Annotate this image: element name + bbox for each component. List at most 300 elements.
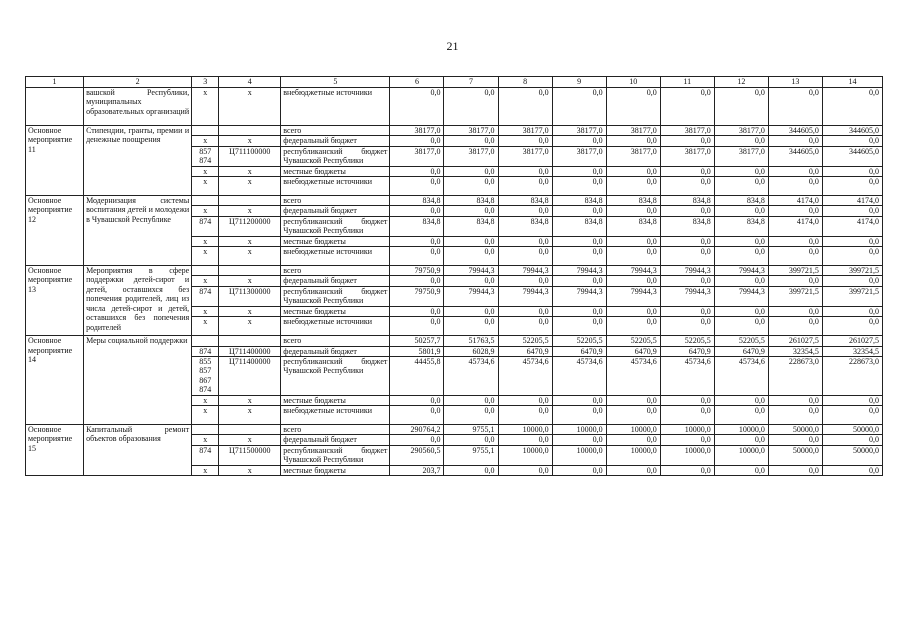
kbk-cell: Ц711200000 (219, 216, 281, 236)
description-cell: Меры социальной поддержки (84, 336, 192, 425)
value-cell: 0,0 (606, 435, 660, 445)
value-cell: 0,0 (768, 88, 822, 126)
table-row (26, 196, 883, 206)
value-cell: 79944,3 (498, 286, 552, 306)
value-cell: 834,8 (606, 216, 660, 236)
kbk-cell (219, 126, 281, 136)
value-cell: 0,0 (606, 177, 660, 196)
code-cell: х (192, 177, 219, 196)
code-cell: х (192, 395, 219, 405)
value-cell: 0,0 (606, 136, 660, 146)
value-cell: 44455,8 (390, 356, 444, 395)
value-cell: 0,0 (552, 317, 606, 336)
code-cell: 874 (192, 346, 219, 356)
value-cell: 0,0 (498, 465, 552, 475)
code-cell: х (192, 306, 219, 316)
value-cell: 834,8 (552, 196, 606, 206)
kbk-cell: х (219, 465, 281, 475)
header-cell: 10 (606, 77, 660, 88)
source-cell: местные бюджеты (281, 236, 390, 246)
value-cell: 0,0 (822, 317, 882, 336)
value-cell: 0,0 (552, 306, 606, 316)
value-cell: 834,8 (714, 196, 768, 206)
table-row (26, 336, 883, 346)
value-cell: 0,0 (768, 395, 822, 405)
kbk-cell: Ц711400000 (219, 356, 281, 395)
kbk-cell: х (219, 236, 281, 246)
value-cell: 0,0 (552, 88, 606, 126)
value-cell: 0,0 (768, 317, 822, 336)
header-cell: 6 (390, 77, 444, 88)
value-cell: 38177,0 (390, 146, 444, 166)
value-cell: 0,0 (498, 247, 552, 266)
value-cell: 0,0 (444, 395, 498, 405)
value-cell: 0,0 (822, 177, 882, 196)
value-cell: 45734,6 (660, 356, 714, 395)
value-cell: 0,0 (498, 405, 552, 424)
source-cell: республиканский бюджет Чувашской Республики (281, 286, 390, 306)
value-cell: 0,0 (498, 236, 552, 246)
value-cell: 344605,0 (822, 146, 882, 166)
value-cell: 38177,0 (714, 146, 768, 166)
value-cell: 0,0 (660, 136, 714, 146)
value-cell: 6470,9 (498, 346, 552, 356)
code-cell: х (192, 236, 219, 246)
value-cell: 0,0 (444, 306, 498, 316)
value-cell: 79944,3 (714, 266, 768, 276)
value-cell: 0,0 (822, 236, 882, 246)
value-cell: 38177,0 (498, 146, 552, 166)
value-cell: 38177,0 (552, 146, 606, 166)
value-cell: 290764,2 (390, 424, 444, 434)
header-cell: 4 (219, 77, 281, 88)
value-cell: 0,0 (444, 177, 498, 196)
kbk-cell: х (219, 317, 281, 336)
value-cell: 0,0 (714, 405, 768, 424)
source-cell: внебюджетные источники (281, 317, 390, 336)
source-cell: республиканский бюджет Чувашской Республики (281, 216, 390, 236)
value-cell: 0,0 (498, 136, 552, 146)
value-cell: 0,0 (714, 317, 768, 336)
source-cell: республиканский бюджет Чувашской Республики (281, 445, 390, 465)
value-cell: 0,0 (660, 206, 714, 216)
value-cell: 834,8 (390, 216, 444, 236)
value-cell: 52205,5 (714, 336, 768, 346)
kbk-cell (219, 266, 281, 276)
value-cell: 0,0 (390, 136, 444, 146)
value-cell: 0,0 (822, 276, 882, 286)
source-cell: внебюджетные источники (281, 247, 390, 266)
value-cell: 0,0 (768, 206, 822, 216)
value-cell: 79944,3 (660, 266, 714, 276)
kbk-cell: х (219, 206, 281, 216)
source-cell: федеральный бюджет (281, 276, 390, 286)
value-cell: 834,8 (606, 196, 660, 206)
table-body (26, 77, 883, 476)
source-cell: внебюджетные источники (281, 88, 390, 126)
value-cell: 0,0 (390, 435, 444, 445)
value-cell: 38177,0 (606, 146, 660, 166)
value-cell: 0,0 (714, 435, 768, 445)
kbk-cell: х (219, 247, 281, 266)
code-cell: х (192, 206, 219, 216)
table-row (26, 424, 883, 434)
budget-table (25, 76, 883, 476)
value-cell: 38177,0 (444, 126, 498, 136)
header-cell: 1 (26, 77, 84, 88)
header-cell: 5 (281, 77, 390, 88)
value-cell: 228673,0 (822, 356, 882, 395)
value-cell: 38177,0 (390, 126, 444, 136)
value-cell: 0,0 (606, 276, 660, 286)
kbk-cell: Ц711100000 (219, 146, 281, 166)
value-cell: 6470,9 (714, 346, 768, 356)
value-cell: 0,0 (552, 177, 606, 196)
value-cell: 0,0 (444, 405, 498, 424)
code-cell (192, 266, 219, 276)
header-cell: 7 (444, 77, 498, 88)
table-row (26, 266, 883, 276)
value-cell: 0,0 (606, 236, 660, 246)
value-cell: 0,0 (552, 276, 606, 286)
value-cell: 52205,5 (606, 336, 660, 346)
code-cell: х (192, 88, 219, 126)
source-cell: местные бюджеты (281, 395, 390, 405)
value-cell: 38177,0 (606, 126, 660, 136)
value-cell: 0,0 (660, 465, 714, 475)
value-cell: 0,0 (552, 395, 606, 405)
source-cell: внебюджетные источники (281, 177, 390, 196)
kbk-cell (219, 196, 281, 206)
value-cell: 0,0 (768, 236, 822, 246)
header-cell: 14 (822, 77, 882, 88)
value-cell: 0,0 (390, 206, 444, 216)
value-cell: 0,0 (444, 247, 498, 266)
value-cell: 6470,9 (606, 346, 660, 356)
value-cell: 0,0 (444, 166, 498, 176)
value-cell: 45734,6 (552, 356, 606, 395)
value-cell: 0,0 (822, 465, 882, 475)
value-cell: 10000,0 (714, 424, 768, 434)
value-cell: 38177,0 (660, 126, 714, 136)
page-number: 21 (446, 39, 459, 53)
source-cell: внебюджетные источники (281, 405, 390, 424)
value-cell: 0,0 (444, 317, 498, 336)
value-cell: 0,0 (714, 395, 768, 405)
value-cell: 0,0 (498, 306, 552, 316)
value-cell: 0,0 (444, 206, 498, 216)
value-cell: 0,0 (444, 236, 498, 246)
code-cell: х (192, 317, 219, 336)
source-cell: федеральный бюджет (281, 346, 390, 356)
value-cell: 261027,5 (768, 336, 822, 346)
value-cell: 0,0 (390, 247, 444, 266)
source-cell: всего (281, 424, 390, 434)
value-cell: 0,0 (768, 276, 822, 286)
value-cell: 0,0 (822, 395, 882, 405)
value-cell: 0,0 (660, 306, 714, 316)
value-cell: 0,0 (714, 276, 768, 286)
code-cell: х (192, 405, 219, 424)
value-cell: 10000,0 (498, 424, 552, 434)
measure-cell: Основное мероприятие 15 (26, 424, 84, 475)
header-cell: 12 (714, 77, 768, 88)
value-cell: 51763,5 (444, 336, 498, 346)
value-cell: 0,0 (768, 306, 822, 316)
value-cell: 38177,0 (498, 126, 552, 136)
value-cell: 0,0 (390, 236, 444, 246)
value-cell: 834,8 (444, 216, 498, 236)
value-cell: 834,8 (390, 196, 444, 206)
value-cell: 0,0 (768, 247, 822, 266)
value-cell: 834,8 (444, 196, 498, 206)
value-cell: 0,0 (822, 166, 882, 176)
value-cell: 0,0 (498, 395, 552, 405)
kbk-cell: х (219, 276, 281, 286)
value-cell: 0,0 (660, 236, 714, 246)
value-cell: 0,0 (714, 247, 768, 266)
code-cell: х (192, 166, 219, 176)
source-cell: местные бюджеты (281, 306, 390, 316)
value-cell: 0,0 (660, 317, 714, 336)
value-cell: 79944,3 (552, 286, 606, 306)
value-cell: 79944,3 (444, 266, 498, 276)
value-cell: 0,0 (552, 405, 606, 424)
value-cell: 834,8 (660, 216, 714, 236)
value-cell: 0,0 (660, 166, 714, 176)
value-cell: 834,8 (498, 216, 552, 236)
value-cell: 0,0 (768, 166, 822, 176)
value-cell: 0,0 (444, 136, 498, 146)
value-cell: 0,0 (390, 306, 444, 316)
value-cell: 0,0 (822, 136, 882, 146)
value-cell: 0,0 (552, 136, 606, 146)
source-cell: федеральный бюджет (281, 206, 390, 216)
value-cell: 0,0 (660, 177, 714, 196)
value-cell: 261027,5 (822, 336, 882, 346)
measure-cell (26, 88, 84, 126)
value-cell: 79944,3 (498, 266, 552, 276)
value-cell: 0,0 (498, 435, 552, 445)
value-cell: 45734,6 (714, 356, 768, 395)
value-cell: 0,0 (714, 177, 768, 196)
value-cell: 834,8 (552, 216, 606, 236)
description-cell: Капитальный ремонт объектов образования (84, 424, 192, 475)
code-cell (192, 126, 219, 136)
header-cell: 13 (768, 77, 822, 88)
source-cell: всего (281, 336, 390, 346)
value-cell: 399721,5 (822, 266, 882, 276)
value-cell: 10000,0 (606, 424, 660, 434)
value-cell: 0,0 (552, 465, 606, 475)
value-cell: 50257,7 (390, 336, 444, 346)
value-cell: 0,0 (822, 405, 882, 424)
value-cell: 50000,0 (768, 424, 822, 434)
value-cell: 50000,0 (822, 424, 882, 434)
value-cell: 0,0 (444, 88, 498, 126)
value-cell: 0,0 (606, 395, 660, 405)
value-cell: 0,0 (552, 166, 606, 176)
value-cell: 32354,5 (822, 346, 882, 356)
value-cell: 10000,0 (498, 445, 552, 465)
value-cell: 399721,5 (768, 266, 822, 276)
code-cell: 855 857 867 874 (192, 356, 219, 395)
value-cell: 0,0 (822, 306, 882, 316)
value-cell: 203,7 (390, 465, 444, 475)
value-cell: 0,0 (444, 465, 498, 475)
value-cell: 0,0 (660, 405, 714, 424)
code-cell: х (192, 276, 219, 286)
value-cell: 0,0 (390, 166, 444, 176)
kbk-cell: Ц711400000 (219, 346, 281, 356)
code-cell: 857 874 (192, 146, 219, 166)
value-cell: 0,0 (606, 88, 660, 126)
value-cell: 0,0 (552, 236, 606, 246)
value-cell: 0,0 (498, 166, 552, 176)
kbk-cell: Ц711500000 (219, 445, 281, 465)
value-cell: 0,0 (498, 206, 552, 216)
value-cell: 79944,3 (660, 286, 714, 306)
value-cell: 399721,5 (768, 286, 822, 306)
value-cell: 79944,3 (606, 286, 660, 306)
kbk-cell (219, 336, 281, 346)
value-cell: 0,0 (660, 276, 714, 286)
value-cell: 9755,1 (444, 424, 498, 434)
value-cell: 0,0 (768, 435, 822, 445)
value-cell: 6028,9 (444, 346, 498, 356)
value-cell: 0,0 (822, 88, 882, 126)
value-cell: 79944,3 (444, 286, 498, 306)
value-cell: 0,0 (606, 166, 660, 176)
value-cell: 0,0 (498, 317, 552, 336)
header-cell: 2 (84, 77, 192, 88)
source-cell: республиканский бюджет Чувашской Республики (281, 146, 390, 166)
code-cell: х (192, 247, 219, 266)
value-cell: 0,0 (660, 88, 714, 126)
value-cell: 0,0 (390, 405, 444, 424)
value-cell: 79750,9 (390, 266, 444, 276)
value-cell: 6470,9 (660, 346, 714, 356)
value-cell: 32354,5 (768, 346, 822, 356)
value-cell: 0,0 (390, 395, 444, 405)
measure-cell: Основное мероприятие 14 (26, 336, 84, 425)
value-cell: 344605,0 (768, 126, 822, 136)
value-cell: 0,0 (552, 247, 606, 266)
description-cell: Мероприятия в сфере поддержки детей-сирот и детей, оставшихся без попечения родителей, лиц из числа детей-сирот и детей, оставшихся без попечения родителей (84, 266, 192, 336)
source-cell: всего (281, 196, 390, 206)
value-cell: 0,0 (390, 177, 444, 196)
value-cell: 0,0 (714, 465, 768, 475)
value-cell: 52205,5 (660, 336, 714, 346)
value-cell: 10000,0 (606, 445, 660, 465)
value-cell: 228673,0 (768, 356, 822, 395)
kbk-cell: х (219, 136, 281, 146)
header-cell: 3 (192, 77, 219, 88)
value-cell: 0,0 (606, 317, 660, 336)
description-cell: Стипендии, гранты, премии и денежные поощрения (84, 126, 192, 196)
source-cell: федеральный бюджет (281, 136, 390, 146)
source-cell: местные бюджеты (281, 465, 390, 475)
value-cell: 0,0 (714, 236, 768, 246)
value-cell: 0,0 (660, 435, 714, 445)
value-cell: 4174,0 (822, 216, 882, 236)
value-cell: 9755,1 (444, 445, 498, 465)
value-cell: 0,0 (768, 465, 822, 475)
value-cell: 38177,0 (444, 146, 498, 166)
measure-cell: Основное мероприятие 12 (26, 196, 84, 266)
value-cell: 0,0 (714, 88, 768, 126)
kbk-cell: х (219, 405, 281, 424)
table-row (26, 88, 883, 126)
code-cell: х (192, 465, 219, 475)
value-cell: 0,0 (714, 166, 768, 176)
code-cell: х (192, 435, 219, 445)
code-cell: 874 (192, 216, 219, 236)
value-cell: 50000,0 (822, 445, 882, 465)
kbk-cell: Ц711300000 (219, 286, 281, 306)
value-cell: 0,0 (714, 206, 768, 216)
header-cell: 11 (660, 77, 714, 88)
value-cell: 4174,0 (768, 196, 822, 206)
source-cell: федеральный бюджет (281, 435, 390, 445)
value-cell: 344605,0 (822, 126, 882, 136)
value-cell: 10000,0 (660, 445, 714, 465)
code-cell: 874 (192, 445, 219, 465)
value-cell: 0,0 (606, 465, 660, 475)
value-cell: 0,0 (498, 88, 552, 126)
measure-cell: Основное мероприятие 13 (26, 266, 84, 336)
source-cell: всего (281, 266, 390, 276)
value-cell: 0,0 (390, 276, 444, 286)
code-cell (192, 196, 219, 206)
value-cell: 0,0 (498, 276, 552, 286)
source-cell: республиканский бюджет Чувашской Республики (281, 356, 390, 395)
value-cell: 38177,0 (660, 146, 714, 166)
value-cell: 0,0 (444, 435, 498, 445)
value-cell: 0,0 (714, 306, 768, 316)
header-cell: 8 (498, 77, 552, 88)
value-cell: 4174,0 (768, 216, 822, 236)
header-cell: 9 (552, 77, 606, 88)
description-cell: Модернизация системы воспитания детей и молодежи в Чувашской Республике (84, 196, 192, 266)
value-cell: 290560,5 (390, 445, 444, 465)
value-cell: 834,8 (714, 216, 768, 236)
value-cell: 6470,9 (552, 346, 606, 356)
value-cell: 399721,5 (822, 286, 882, 306)
value-cell: 38177,0 (552, 126, 606, 136)
value-cell: 0,0 (606, 306, 660, 316)
value-cell: 52205,5 (552, 336, 606, 346)
value-cell: 834,8 (498, 196, 552, 206)
value-cell: 344605,0 (768, 146, 822, 166)
code-cell (192, 336, 219, 346)
value-cell: 0,0 (660, 395, 714, 405)
value-cell: 10000,0 (552, 424, 606, 434)
value-cell: 38177,0 (714, 126, 768, 136)
value-cell: 79750,9 (390, 286, 444, 306)
value-cell: 0,0 (768, 177, 822, 196)
value-cell: 0,0 (660, 247, 714, 266)
value-cell: 834,8 (660, 196, 714, 206)
value-cell: 45734,6 (444, 356, 498, 395)
value-cell: 10000,0 (660, 424, 714, 434)
code-cell: 874 (192, 286, 219, 306)
value-cell: 0,0 (822, 435, 882, 445)
value-cell: 0,0 (444, 276, 498, 286)
value-cell: 0,0 (768, 405, 822, 424)
code-cell (192, 424, 219, 434)
value-cell: 0,0 (552, 206, 606, 216)
